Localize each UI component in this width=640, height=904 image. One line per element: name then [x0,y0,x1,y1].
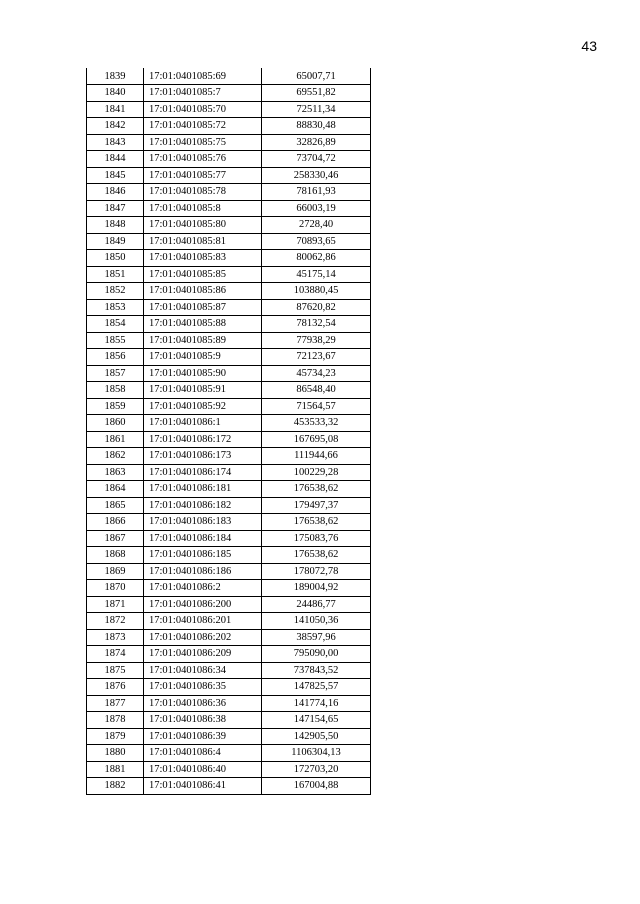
row-number-cell: 1840 [87,85,144,102]
table-row [87,563,371,580]
row-number-cell: 1856 [87,349,144,366]
row-number-cell: 1857 [87,365,144,382]
table-row [87,332,371,349]
table-row [87,745,371,762]
row-number-cell: 1844 [87,151,144,168]
row-number-cell: 1873 [87,629,144,646]
cadastral-number-cell: 17:01:0401086:209 [144,646,262,663]
row-number-cell: 1849 [87,233,144,250]
row-number-cell: 1868 [87,547,144,564]
table-row [87,596,371,613]
table-row [87,547,371,564]
table-row [87,464,371,481]
cadastral-number-cell: 17:01:0401086:185 [144,547,262,564]
cadastral-number-cell: 17:01:0401085:80 [144,217,262,234]
value-cell: 1106304,13 [262,745,371,762]
row-number-cell: 1854 [87,316,144,333]
value-cell: 178072,78 [262,563,371,580]
table-row [87,679,371,696]
cadastral-number-cell: 17:01:0401085:76 [144,151,262,168]
row-number-cell: 1852 [87,283,144,300]
row-number-cell: 1874 [87,646,144,663]
row-number-cell: 1863 [87,464,144,481]
cadastral-number-cell: 17:01:0401085:72 [144,118,262,135]
row-number-cell: 1848 [87,217,144,234]
table-row [87,613,371,630]
row-number-cell: 1858 [87,382,144,399]
cadastral-number-cell: 17:01:0401086:174 [144,464,262,481]
row-number-cell: 1851 [87,266,144,283]
value-cell: 70893,65 [262,233,371,250]
page-number: 43 [581,38,597,54]
row-number-cell: 1843 [87,134,144,151]
row-number-cell: 1846 [87,184,144,201]
table-row [87,167,371,184]
table-row [87,299,371,316]
cadastral-number-cell: 17:01:0401086:181 [144,481,262,498]
row-number-cell: 1855 [87,332,144,349]
value-cell: 258330,46 [262,167,371,184]
cadastral-number-cell: 17:01:0401085:75 [144,134,262,151]
cadastral-number-cell: 17:01:0401085:8 [144,200,262,217]
value-cell: 71564,57 [262,398,371,415]
cadastral-number-cell: 17:01:0401086:2 [144,580,262,597]
value-cell: 45175,14 [262,266,371,283]
table-row [87,250,371,267]
row-number-cell: 1881 [87,761,144,778]
value-cell: 77938,29 [262,332,371,349]
table-row [87,217,371,234]
cadastral-number-cell: 17:01:0401085:70 [144,101,262,118]
value-cell: 176538,62 [262,547,371,564]
value-cell: 737843,52 [262,662,371,679]
table-row [87,514,371,531]
row-number-cell: 1871 [87,596,144,613]
row-number-cell: 1853 [87,299,144,316]
table-row [87,415,371,432]
table-row [87,398,371,415]
value-cell: 103880,45 [262,283,371,300]
row-number-cell: 1845 [87,167,144,184]
cadastral-number-cell: 17:01:0401086:4 [144,745,262,762]
table-row [87,646,371,663]
cadastral-number-cell: 17:01:0401085:81 [144,233,262,250]
table-row [87,431,371,448]
cadastral-number-cell: 17:01:0401086:1 [144,415,262,432]
value-cell: 38597,96 [262,629,371,646]
row-number-cell: 1880 [87,745,144,762]
value-cell: 87620,82 [262,299,371,316]
row-number-cell: 1841 [87,101,144,118]
value-cell: 66003,19 [262,200,371,217]
table-row [87,134,371,151]
value-cell: 141050,36 [262,613,371,630]
cadastral-number-cell: 17:01:0401085:78 [144,184,262,201]
cadastral-number-cell: 17:01:0401086:184 [144,530,262,547]
row-number-cell: 1877 [87,695,144,712]
cadastral-number-cell: 17:01:0401085:90 [144,365,262,382]
cadastral-number-cell: 17:01:0401086:41 [144,778,262,795]
value-cell: 176538,62 [262,514,371,531]
table-row [87,580,371,597]
value-cell: 2728,40 [262,217,371,234]
table-row [87,118,371,135]
table-row [87,101,371,118]
cadastral-number-cell: 17:01:0401085:77 [144,167,262,184]
row-number-cell: 1879 [87,728,144,745]
row-number-cell: 1860 [87,415,144,432]
value-cell: 179497,37 [262,497,371,514]
value-cell: 69551,82 [262,85,371,102]
table-row [87,695,371,712]
value-cell: 65007,71 [262,68,371,85]
cadastral-number-cell: 17:01:0401086:202 [144,629,262,646]
table-row [87,728,371,745]
row-number-cell: 1876 [87,679,144,696]
cadastral-number-cell: 17:01:0401086:186 [144,563,262,580]
value-cell: 795090,00 [262,646,371,663]
table-row [87,283,371,300]
table-row [87,629,371,646]
cadastral-value-table [86,68,371,795]
table-body [87,68,371,794]
table-row [87,200,371,217]
cadastral-number-cell: 17:01:0401086:38 [144,712,262,729]
table-row [87,266,371,283]
cadastral-number-cell: 17:01:0401085:92 [144,398,262,415]
cadastral-number-cell: 17:01:0401086:201 [144,613,262,630]
cadastral-number-cell: 17:01:0401085:9 [144,349,262,366]
cadastral-number-cell: 17:01:0401086:173 [144,448,262,465]
cadastral-number-cell: 17:01:0401085:87 [144,299,262,316]
value-cell: 45734,23 [262,365,371,382]
cadastral-number-cell: 17:01:0401085:86 [144,283,262,300]
table-row [87,712,371,729]
table-row [87,497,371,514]
cadastral-number-cell: 17:01:0401085:7 [144,85,262,102]
value-cell: 32826,89 [262,134,371,151]
value-cell: 172703,20 [262,761,371,778]
value-cell: 167695,08 [262,431,371,448]
table-row [87,530,371,547]
value-cell: 147825,57 [262,679,371,696]
table-row [87,349,371,366]
row-number-cell: 1870 [87,580,144,597]
value-cell: 86548,40 [262,382,371,399]
row-number-cell: 1842 [87,118,144,135]
value-cell: 175083,76 [262,530,371,547]
row-number-cell: 1875 [87,662,144,679]
row-number-cell: 1847 [87,200,144,217]
cadastral-number-cell: 17:01:0401086:182 [144,497,262,514]
value-cell: 72123,67 [262,349,371,366]
cadastral-number-cell: 17:01:0401086:36 [144,695,262,712]
table-row [87,448,371,465]
table-row [87,382,371,399]
value-cell: 453533,32 [262,415,371,432]
value-cell: 147154,65 [262,712,371,729]
cadastral-number-cell: 17:01:0401086:200 [144,596,262,613]
table-row [87,233,371,250]
cadastral-number-cell: 17:01:0401085:91 [144,382,262,399]
table-row [87,761,371,778]
table-row [87,68,371,85]
table-row [87,85,371,102]
cadastral-number-cell: 17:01:0401086:39 [144,728,262,745]
cadastral-number-cell: 17:01:0401085:83 [144,250,262,267]
table-row [87,365,371,382]
row-number-cell: 1882 [87,778,144,795]
cadastral-number-cell: 17:01:0401086:172 [144,431,262,448]
cadastral-number-cell: 17:01:0401086:34 [144,662,262,679]
cadastral-table-container [86,68,371,795]
table-row [87,662,371,679]
row-number-cell: 1866 [87,514,144,531]
value-cell: 100229,28 [262,464,371,481]
table-row [87,778,371,795]
table-row [87,481,371,498]
table-row [87,316,371,333]
row-number-cell: 1865 [87,497,144,514]
row-number-cell: 1878 [87,712,144,729]
cadastral-number-cell: 17:01:0401085:89 [144,332,262,349]
value-cell: 72511,34 [262,101,371,118]
value-cell: 80062,86 [262,250,371,267]
cadastral-number-cell: 17:01:0401086:183 [144,514,262,531]
value-cell: 189004,92 [262,580,371,597]
cadastral-number-cell: 17:01:0401085:88 [144,316,262,333]
row-number-cell: 1859 [87,398,144,415]
table-row [87,184,371,201]
table-row [87,151,371,168]
value-cell: 141774,16 [262,695,371,712]
row-number-cell: 1839 [87,68,144,85]
row-number-cell: 1867 [87,530,144,547]
value-cell: 111944,66 [262,448,371,465]
value-cell: 78132,54 [262,316,371,333]
row-number-cell: 1862 [87,448,144,465]
value-cell: 176538,62 [262,481,371,498]
row-number-cell: 1864 [87,481,144,498]
cadastral-number-cell: 17:01:0401086:40 [144,761,262,778]
value-cell: 73704,72 [262,151,371,168]
value-cell: 24486,77 [262,596,371,613]
value-cell: 88830,48 [262,118,371,135]
cadastral-number-cell: 17:01:0401085:69 [144,68,262,85]
row-number-cell: 1869 [87,563,144,580]
cadastral-number-cell: 17:01:0401085:85 [144,266,262,283]
value-cell: 78161,93 [262,184,371,201]
value-cell: 167004,88 [262,778,371,795]
row-number-cell: 1861 [87,431,144,448]
value-cell: 142905,50 [262,728,371,745]
row-number-cell: 1872 [87,613,144,630]
row-number-cell: 1850 [87,250,144,267]
cadastral-number-cell: 17:01:0401086:35 [144,679,262,696]
